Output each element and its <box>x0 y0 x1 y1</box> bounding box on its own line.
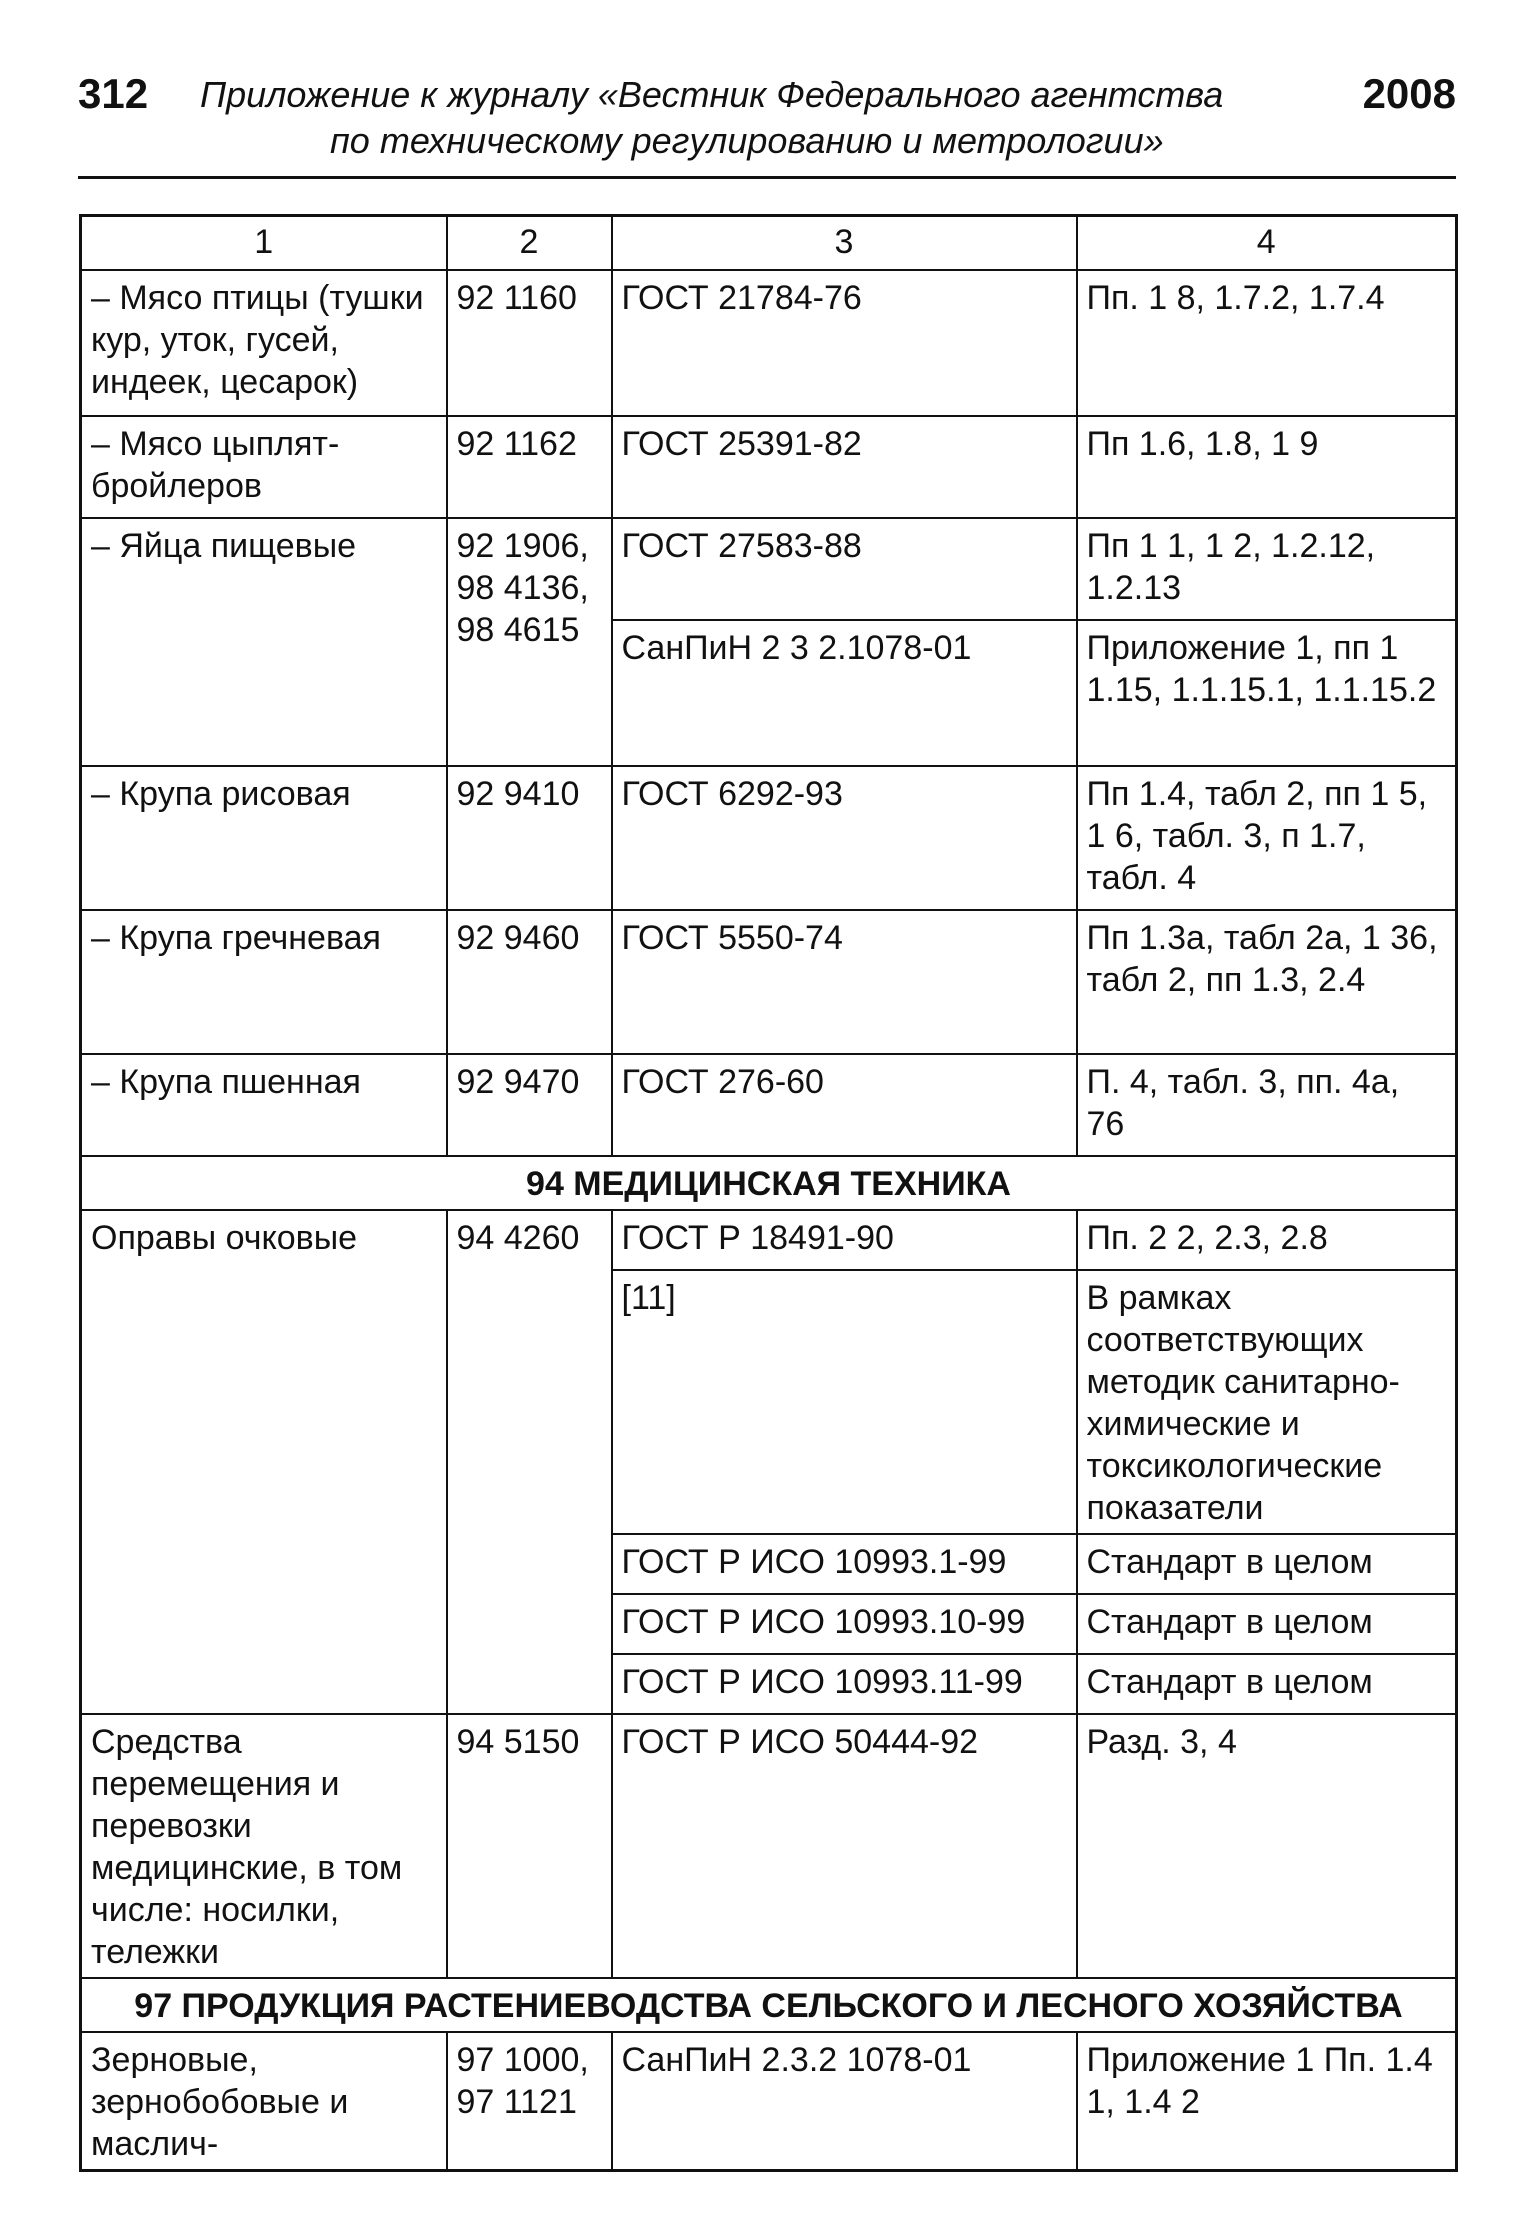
standard-cell: ГОСТ Р ИСО 10993.10-99 <box>612 1594 1077 1654</box>
table-row <box>81 270 1457 416</box>
table-row <box>81 910 1457 1054</box>
journal-title-line1: Приложение к журналу «Вестник Федерального агентства <box>200 74 1224 115</box>
table-row <box>81 1714 1457 1978</box>
code-cell: 97 1000, 97 1121 <box>447 2032 612 2171</box>
clauses-cell: Пп 1 1, 1 2, 1.2.12, 1.2.13 <box>1077 518 1457 620</box>
product-cell: – Мясо птицы (тушки кур, уток, гусей, индеек, цесарок) <box>81 270 447 416</box>
clauses-cell: Стандарт в целом <box>1077 1654 1457 1714</box>
product-cell: – Яйца пищевые <box>81 518 447 766</box>
table-row <box>81 2032 1457 2171</box>
page-number: 312 <box>78 70 149 117</box>
code-cell: 92 1162 <box>447 416 612 518</box>
year: 2008 <box>1362 70 1456 117</box>
code-cell: 92 9460 <box>447 910 612 1054</box>
clauses-cell: Приложение 1 Пп. 1.4 1, 1.4 2 <box>1077 2032 1457 2171</box>
standard-cell: ГОСТ Р 18491-90 <box>612 1210 1077 1270</box>
clauses-cell: Пп. 2 2, 2.3, 2.8 <box>1077 1210 1457 1270</box>
clauses-cell: Пп. 1 8, 1.7.2, 1.7.4 <box>1077 270 1457 416</box>
product-cell: Средства перемещения и перевозки медицинские, в том числе: носилки, тележки <box>81 1714 447 1978</box>
standard-cell: ГОСТ Р ИСО 10993.1-99 <box>612 1534 1077 1594</box>
clauses-cell: Стандарт в целом <box>1077 1534 1457 1594</box>
page-header <box>78 62 1456 166</box>
code-cell: 92 1160 <box>447 270 612 416</box>
clauses-cell: Пп 1.6, 1.8, 1 9 <box>1077 416 1457 518</box>
standard-cell: СанПиН 2 3 2.1078-01 <box>612 620 1077 766</box>
code-cell: 92 1906, 98 4136, 98 4615 <box>447 518 612 766</box>
code-cell: 92 9410 <box>447 766 612 910</box>
clauses-cell: Разд. 3, 4 <box>1077 1714 1457 1978</box>
table-row <box>81 766 1457 910</box>
product-cell: – Крупа пшенная <box>81 1054 447 1156</box>
standards-table <box>79 214 1458 2172</box>
clauses-cell: Стандарт в целом <box>1077 1594 1457 1654</box>
code-cell: 94 4260 <box>447 1210 612 1714</box>
section-row <box>81 1978 1457 2032</box>
code-cell: 92 9470 <box>447 1054 612 1156</box>
standard-cell: ГОСТ 6292-93 <box>612 766 1077 910</box>
standard-cell: ГОСТ 25391-82 <box>612 416 1077 518</box>
product-cell: Оправы очковые <box>81 1210 447 1714</box>
clauses-cell: Пп 1.3а, табл 2а, 1 36, табл 2, пп 1.3, 2.4 <box>1077 910 1457 1054</box>
column-header: 2 <box>447 216 612 271</box>
clauses-cell: Приложение 1, пп 1 1.15, 1.1.15.1, 1.1.15.2 <box>1077 620 1457 766</box>
table-row <box>81 1210 1457 1270</box>
section-heading-97: 97 ПРОДУКЦИЯ РАСТЕНИЕВОДСТВА СЕЛЬСКОГО И ЛЕСНОГО ХОЗЯЙСТВА <box>81 1978 1457 2032</box>
standard-cell: ГОСТ 276-60 <box>612 1054 1077 1156</box>
header-rule <box>78 176 1456 179</box>
product-cell: – Крупа рисовая <box>81 766 447 910</box>
standard-cell: [11] <box>612 1270 1077 1534</box>
standard-cell: СанПиН 2.3.2 1078-01 <box>612 2032 1077 2171</box>
standard-cell: ГОСТ Р ИСО 10993.11-99 <box>612 1654 1077 1714</box>
column-header: 3 <box>612 216 1077 271</box>
standard-cell: ГОСТ 5550-74 <box>612 910 1077 1054</box>
product-cell: Зерновые, зернобобовые и маслич- <box>81 2032 447 2171</box>
journal-title-line2: по техническому регулированию и метрологии» <box>330 120 1164 161</box>
section-row <box>81 1156 1457 1210</box>
table-header-row <box>81 216 1457 271</box>
standard-cell: ГОСТ 21784-76 <box>612 270 1077 416</box>
product-cell: – Крупа гречневая <box>81 910 447 1054</box>
table-row <box>81 518 1457 620</box>
clauses-cell: В рамках соответствующих методик санитарно-химические и токсикологические показатели <box>1077 1270 1457 1534</box>
clauses-cell: П. 4, табл. 3, пп. 4а, 76 <box>1077 1054 1457 1156</box>
table-row <box>81 1054 1457 1156</box>
section-heading-94: 94 МЕДИЦИНСКАЯ ТЕХНИКА <box>81 1156 1457 1210</box>
standard-cell: ГОСТ Р ИСО 50444-92 <box>612 1714 1077 1978</box>
product-cell: – Мясо цыплят-бройлеров <box>81 416 447 518</box>
table-row <box>81 416 1457 518</box>
column-header: 4 <box>1077 216 1457 271</box>
standard-cell: ГОСТ 27583-88 <box>612 518 1077 620</box>
code-cell: 94 5150 <box>447 1714 612 1978</box>
clauses-cell: Пп 1.4, табл 2, пп 1 5, 1 6, табл. 3, п 1.7, табл. 4 <box>1077 766 1457 910</box>
column-header: 1 <box>81 216 447 271</box>
